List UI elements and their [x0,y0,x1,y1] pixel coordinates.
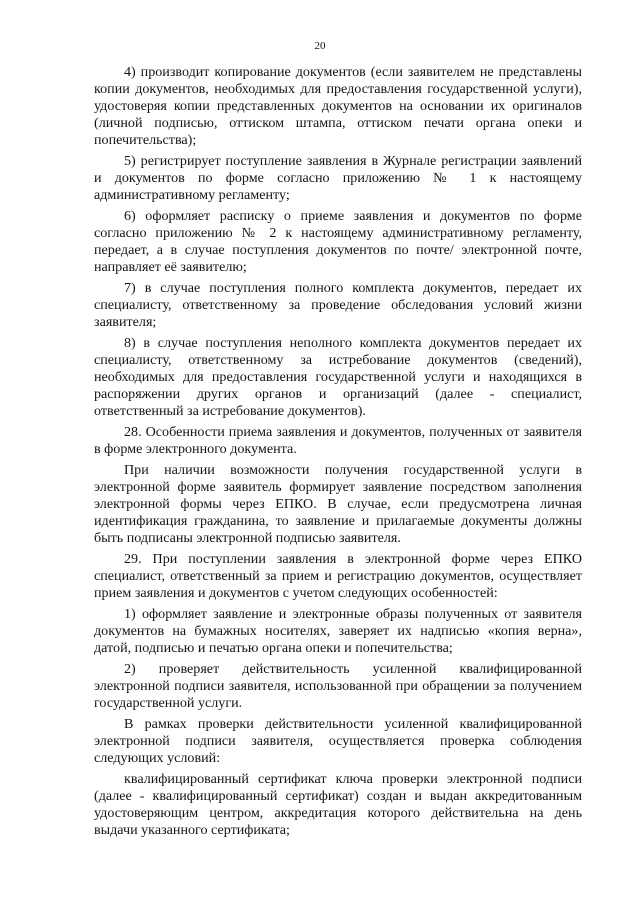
page-number: 20 [314,40,326,52]
paragraph-signature-check: В рамках проверки действительности усиленной квалифицированной электронной подписи заявителя, осуществляется проверка соблюдения следующих условий: [94,716,582,766]
paragraph-section-28: 28. Особенности приема заявления и документов, полученных от заявителя в форме электронного документа. [94,424,582,457]
paragraph-item-6: 6) оформляет расписку о приеме заявления и документов по форме согласно приложению № 2 к настоящему административному регламенту, передает, а в случае поступления документов по почте/ электронной почте, направляет её заявителю; [94,208,582,275]
paragraph-item-7: 7) в случае поступления полного комплекта документов, передает их специалисту, ответственному за проведение обследования условий жизни заявителя; [94,280,582,330]
paragraph-item-8: 8) в случае поступления неполного комплекта документов передает их специалисту, ответственному за истребование документов (сведений), необходимых для предоставления государственной услуги и находящихся в распоряжении других органов и организаций (далее - специалист, ответственный за истребование документов). [94,335,582,419]
paragraph-electronic-form: При наличии возможности получения государственной услуги в электронной форме заявитель формирует заявление посредством заполнения электронной формы через ЕПКО. В случае, если предусмотрена личная идентификация гражданина, то заявление и прилагаемые документы должны быть подписаны электронной подписью заявителя. [94,462,582,546]
paragraph-subitem-1: 1) оформляет заявление и электронные образы полученных от заявителя документов на бумажных носителях, заверяет их надписью «копия верна», датой, подписью и печатью органа опеки и попечительства; [94,606,582,656]
document-body [94,64,582,839]
paragraph-item-5: 5) регистрирует поступление заявления в Журнале регистрации заявлений и документов по форме согласно приложению № 1 к настоящему административному регламенту; [94,153,582,203]
paragraph-section-29: 29. При поступлении заявления в электронной форме через ЕПКО специалист, ответственный за прием и регистрацию документов, осуществляет прием заявления и документов с учетом следующих особенностей: [94,551,582,601]
paragraph-certificate-condition: квалифицированный сертификат ключа проверки электронной подписи (далее - квалифицированный сертификат) создан и выдан аккредитованным удостоверяющим центром, аккредитация которого действительна на день выдачи указанного сертификата; [94,771,582,838]
paragraph-subitem-2: 2) проверяет действительность усиленной квалифицированной электронной подписи заявителя, использованной при обращении за получением государственной услуги. [94,661,582,711]
paragraph-item-4: 4) производит копирование документов (если заявителем не представлены копии документов, необходимых для предоставления государственной услуги), удостоверяя копии представленных документов на основании их оригиналов (личной подписью, оттиском штампа, оттиском печати органа опеки и попечительства); [94,64,582,148]
